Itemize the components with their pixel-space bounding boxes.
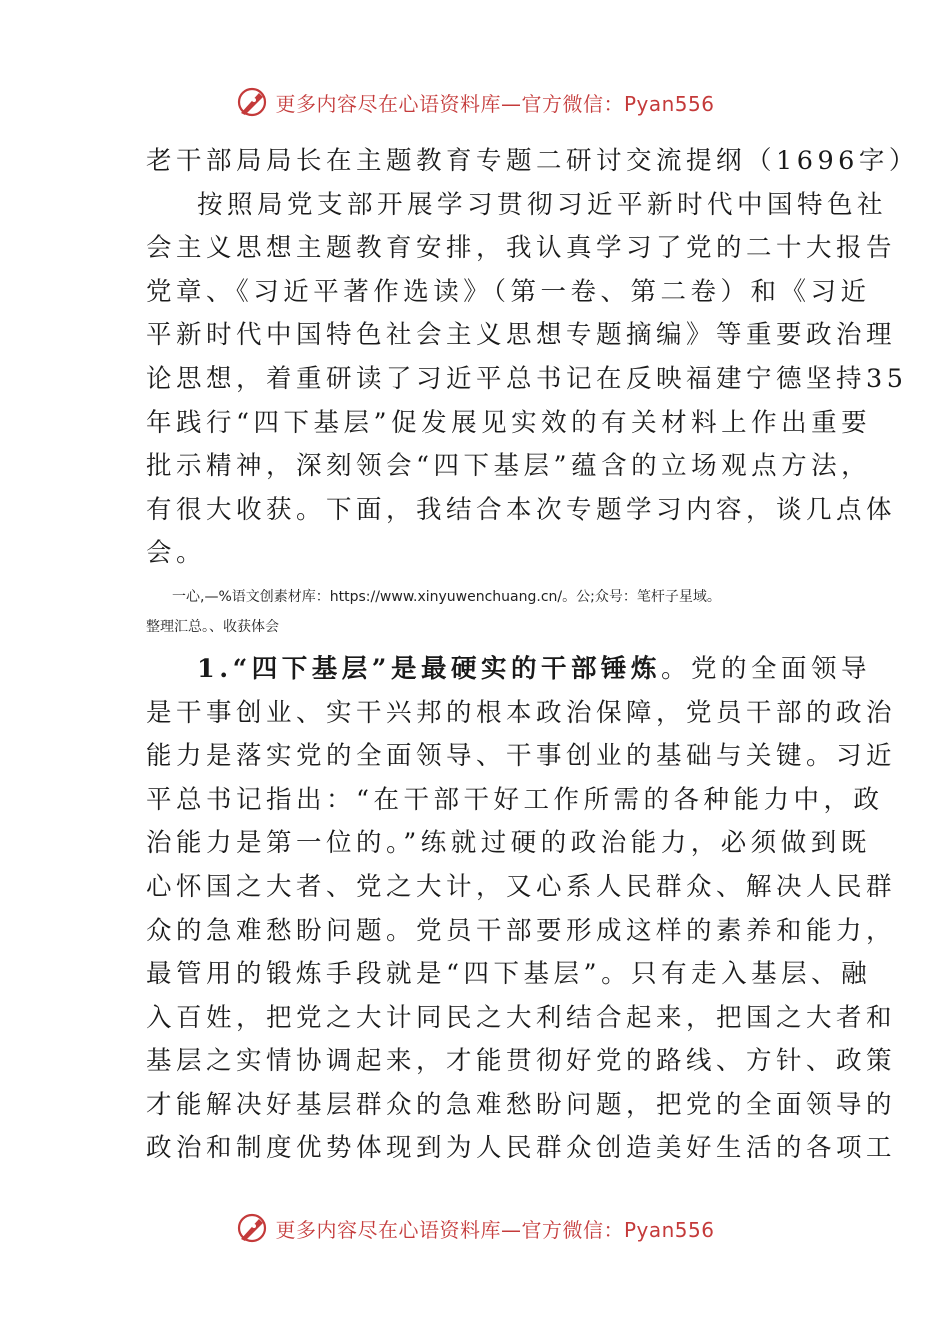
banner-text: 更多内容尽在心语资料库—官方微信：Pyan556	[275, 91, 715, 116]
section-1-line: 才能解决好基层群众的急难愁盼问题，把党的全面领导的	[146, 1089, 897, 1120]
section-1-line: 治能力是第一位的。”练就过硬的政治能力，必须做到既	[146, 828, 871, 859]
intro-line: 论思想，着重研读了习近平总书记在反映福建宁德坚持35	[146, 363, 908, 394]
document-body	[146, 140, 919, 1171]
header-banner	[0, 82, 950, 122]
intro-line: 按照局党支部开展学习贯彻习近平新时代中国特色社	[197, 189, 888, 220]
section-1-line: 能力是落实党的全面领导、干事创业的基础与关键。习近	[146, 741, 897, 772]
intro-line: 会。	[146, 538, 207, 569]
intro-line: 批示精神，深刻领会“四下基层”蕴含的立场观点方法，	[146, 451, 872, 482]
intro-line: 党章、《习近平著作选读》（第一卷、第二卷）和《习近	[146, 276, 871, 307]
intro-line: 有很大收获。下面，我结合本次专题学习内容，谈几点体	[146, 494, 897, 525]
section-1-line: 平总书记指出：“在干部干好工作所需的各种能力中，政	[146, 784, 884, 815]
section-1-line: 基层之实情协调起来，才能贯彻好党的路线、方针、政策	[146, 1046, 897, 1077]
section-1-first-line	[146, 648, 871, 692]
pen-nib-logo-icon	[235, 1211, 269, 1245]
document-title: 老干部局局长在主题教育专题二研讨交流提纲（1696字）	[146, 146, 919, 176]
pen-nib-logo-icon	[235, 85, 269, 119]
intro-line: 会主义思想主题教育安排，我认真学习了党的二十大报告	[146, 233, 897, 264]
section-1-heading: 1.“四下基层”是最硬实的干部锤炼	[197, 653, 661, 684]
section-1-line: 政治和制度优势体现到为人民群众创造美好生活的各项工	[146, 1133, 897, 1164]
section-1-text: 。党的全面领导	[660, 653, 871, 684]
watermark-note: 一心,—%语文创素材库：https://www.xinyuwenchuang.cn/。公;众号：笔杆子星域。	[172, 588, 721, 605]
banner-text: 更多内容尽在心语资料库—官方微信：Pyan556	[275, 1217, 715, 1242]
section-1-line: 入百姓，把党之大计同民之大利结合起来，把国之大者和	[146, 1002, 897, 1033]
footer-banner	[0, 1208, 950, 1248]
section-1-line: 最管用的锻炼手段就是“四下基层”。只有走入基层、融	[146, 959, 872, 990]
intro-line: 平新时代中国特色社会主义思想专题摘编》等重要政治理	[146, 320, 897, 351]
intro-line: 年践行“四下基层”促发展见实效的有关材料上作出重要	[146, 407, 872, 438]
section-1-line: 是干事创业、实干兴邦的根本政治保障，党员干部的政治	[146, 697, 897, 728]
watermark-note: 整理汇总。、收获体会	[146, 618, 279, 635]
section-1-line: 众的急难愁盼问题。党员干部要形成这样的素养和能力，	[146, 915, 897, 946]
section-1-line: 心怀国之大者、党之大计，又心系人民群众、解决人民群	[146, 871, 897, 902]
